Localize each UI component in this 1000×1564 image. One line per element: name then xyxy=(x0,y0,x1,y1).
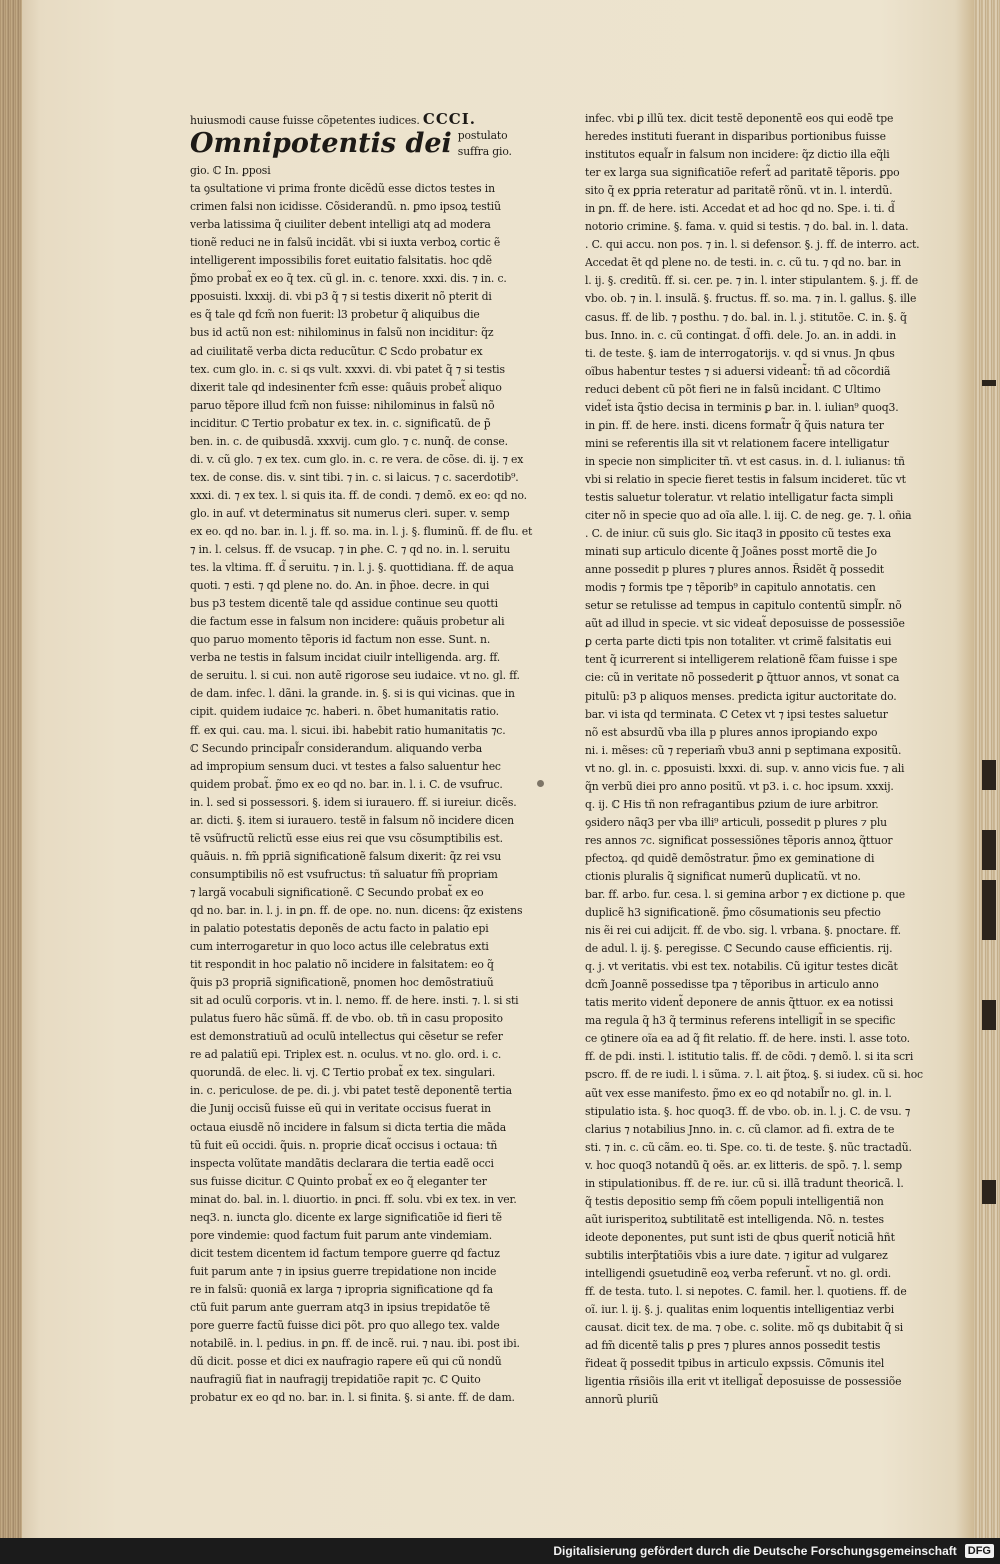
text-line: tex. cum glo. in. c. si qs vult. xxxvi. di. vbi patet q̃ ⁊ si testis xyxy=(190,362,505,376)
text-line: institutos equal̃r in falsum non incidere: q̃z dictio illa eq̃li xyxy=(585,148,890,162)
text-line: verba ne testis in falsum incidat ciuilr intelligenda. arg. ff. xyxy=(190,651,501,665)
text-line: naufragiũ fiat in naufragij trepidatiõe rapit ⁊c. ℂ Quito xyxy=(190,1373,481,1387)
text-line: ⁊ in. l. celsus. ff. de vsucap. ⁊ in ꝑhe. C. ⁊ qd no. in. l. seruitu xyxy=(190,543,511,557)
text-line: bus p3 testem dicentẽ tale qd assidue continue seu quotti xyxy=(190,597,498,611)
text-line: cie: cũ in veritate nõ possederit ꝑ q̃ttuor annos, vt sonat ca xyxy=(585,671,900,685)
running-header-text: huiusmodi cause fuisse cõpetentes iudices. xyxy=(190,114,420,127)
text-line: dũ dicit. posse et dici ex naufragio rapere eũ qui cũ nondũ xyxy=(190,1355,502,1369)
text-line: tũ fuit eũ occidi. q̃uis. n. proprie dicat̃ occisus i octaua: tñ xyxy=(190,1138,498,1152)
edge-mark xyxy=(982,760,996,790)
text-line: in palatio potestatis deponẽs de actu facto in palatio epi xyxy=(190,922,489,936)
text-line: de dam. infec. l. dãni. la grande. in. §. si is qui vicinas. que in xyxy=(190,687,515,701)
text-line: ad fm̃ dicentẽ talis ꝑ pres ⁊ plures annos possedit testis xyxy=(585,1339,881,1353)
text-line: ti. de teste. §. iam de interrogatorijs. v. qd si vnus. Jn qbus xyxy=(585,346,895,360)
text-line: . C. de iniur. cũ suis glo. Sic itaq3 in ꝑposito cũ testes exa xyxy=(585,527,892,541)
text-line: cipit. quidem iudaice ⁊c. haberi. n. õbet humanitatis ratio. xyxy=(190,705,499,719)
footer-credit: Digitalisierung gefördert durch die Deutsche Forschungsgemeinschaft xyxy=(553,1544,957,1558)
text-line: bar. ff. arbo. fur. cesa. l. si gemina arbor ⁊ ex dictione p. que xyxy=(585,888,906,902)
text-line: v. hoc quoq3 notandũ q̃ oẽs. ar. ex litteris. de spõ. ⁊. l. semp xyxy=(585,1158,903,1172)
text-line: nõ est absurdũ vba illa p plures annos iproꝑiando expo xyxy=(585,725,878,739)
text-line: octaua eiusdẽ nõ incidere in falsum si dicta tertia die mãda xyxy=(190,1120,506,1134)
text-line: q̃n verbũ diei pro anno positũ. vt p3. i. c. hoc ipsum. xxxij. xyxy=(585,779,894,793)
text-line: in stipulationibus. ff. de re. iur. cũ si. illã tradunt theoricã. l. xyxy=(585,1176,904,1190)
text-line: ben. in. c. de quibusdã. xxxvij. cum glo. ⁊ c. nunq̃. de conse. xyxy=(190,434,508,448)
text-line: ta ꝯsultatione vi prima fronte dicẽdũ esse dictos testes in xyxy=(190,182,495,196)
text-line: quo paruo momento tẽporis id factum non esse. Sunt. n. xyxy=(190,633,491,647)
text-line: tent q̃ icurrerent si intelligerem relationẽ fc̃am fuisse i spe xyxy=(585,653,898,667)
text-line: Accedat ẽt qd plene no. de testi. in. c. cũ tu. ⁊ qd no. bar. in xyxy=(585,256,902,270)
text-line: inciditur. ℂ Tertio probatur ex tex. in. c. significatũ. de p̃ xyxy=(190,416,491,430)
text-line: tatis merito vident̃ deponere de annis q̃ttuor. ex ea notissi xyxy=(585,996,894,1010)
paper-hole xyxy=(537,780,544,787)
text-line: sito q̃ ex ꝑpria reteratur ad paritatẽ rõnũ. vt in. l. interdũ. xyxy=(585,184,893,198)
edge-mark xyxy=(982,830,996,870)
text-line: sti. ⁊ in. c. cũ cãm. eo. ti. Spe. co. ti. de teste. §. nũc tractadũ. xyxy=(585,1140,912,1154)
text-line: l. ij. §. creditũ. ff. si. cer. pe. ⁊ in. l. inter stipulantem. §. j. ff. de xyxy=(585,274,918,288)
text-line: citer nõ in specie quo ad oĩa alle. l. iij. C. de neg. ge. ⁊. l. oñia xyxy=(585,509,912,523)
text-line: casus. ff. de lib. ⁊ posthu. ⁊ do. bal. in. l. j. stitutõe. C. in. §. q̃ xyxy=(585,310,907,324)
text-line: bar. vi ista qd terminata. ℂ Cetex vt ⁊ ipsi testes saluetur xyxy=(585,707,888,721)
text-line: ℂ Secundo principal̃r considerandum. aliquando verba xyxy=(190,741,483,755)
text-line: oĩ. iur. l. ij. §. j. qualitas enim loquentis intelligentiaz verbi xyxy=(585,1303,895,1317)
text-line: crimen falsi non icidisse. Cõsiderandũ. n. ꝑmo ipsoꝝ testiũ xyxy=(190,200,501,214)
text-line: quoti. ⁊ esti. ⁊ qd plene no. do. An. in p̃hoe. decre. in qui xyxy=(190,579,490,593)
text-line: setur se retulisse ad tempus in capitulo contentũ simpl̃r. nõ xyxy=(585,599,902,613)
text-line: videt̃ ista q̃stio decisa in terminis ꝑ bar. in. l. iulian⁹ quoq3. xyxy=(585,400,899,414)
text-line: minat do. bal. in. l. diuortio. in ꝑnci. ff. solu. vbi ex tex. in ver. xyxy=(190,1192,517,1206)
text-line: in ꝑn. ff. de here. isti. Accedat et ad hoc qd no. Spe. i. ti. d̃ xyxy=(585,202,895,216)
text-line: die Junij occisũ fuisse eũ qui in veritate occisus fuerat in xyxy=(190,1102,491,1116)
text-line: quãuis. n. fm̃ ppriã significationẽ falsum dixerit: q̃z rei vsu xyxy=(190,849,502,863)
text-line: ctũ fuit parum ante guerram atq3 in ipsius trepidatõe tẽ xyxy=(190,1301,491,1314)
text-line: causat. dicit tex. de ma. ⁊ obe. c. solite. mõ qs dubitabit q̃ si xyxy=(585,1321,904,1335)
text-line: pulatus fuero hãc sũmã. ff. de vbo. ob. tñ in casu proposito xyxy=(190,1012,503,1026)
text-line: intelligerent impossibilis foret euitatio falsitatis. hoc qdẽ xyxy=(190,254,492,268)
text-line: tes. la vltima. ff. d̃ seruitu. ⁊ in. l. j. §. quottidiana. ff. de aqua xyxy=(190,561,514,575)
text-line: bus id actũ non est: nihilominus in falsũ non inciditur: q̃z xyxy=(190,326,494,340)
text-line: verba latissima q̃ ciuiliter debent intelligi atq ad modera xyxy=(190,218,491,232)
text-line: vbi si relatio in specie fieret testis in falsum incideret. tũc vt xyxy=(585,472,906,486)
text-line: pscro. ff. de re iudi. l. i sũma. ⁊. l. ait p̃toꝝ. §. si iudex. cũ si. hoc xyxy=(585,1068,923,1082)
text-line: ter ex larga sua significatiõe refert̃ ad paritatẽ tẽporis. ꝑpo xyxy=(585,166,900,180)
text-line: tit respondit in hoc palatio nõ incidere in falsitatem: eo q̃ xyxy=(190,958,494,972)
text-line: duplicẽ h3 significationẽ. p̃mo cõsumationis seu pfectio xyxy=(585,906,881,920)
text-line: ad ciuilitatẽ verba dicta reducũtur. ℂ Scdo probatur ex xyxy=(190,344,483,358)
text-line: ꝯsidero nãq3 per vba illi⁹ articuli, possedit p plures ⁊ plu xyxy=(585,815,887,829)
text-line: bus. Inno. in. c. cũ contingat. d̃ offi. dele. Jo. an. in addi. in xyxy=(585,328,897,342)
text-line: ⁊ largã vocabuli significationẽ. ℂ Secundo probat̃ ex eo xyxy=(190,885,484,899)
text-line: ex eo. qd no. bar. in. l. j. ff. so. ma. in. l. j. §. fluminũ. ff. de flu. et xyxy=(190,524,533,538)
text-line: in specie non simpliciter tñ. vt est casus. in. d. l. iulianus: tñ xyxy=(585,454,905,468)
text-line: ctionis pluralis q̃ significat numerũ duplicatũ. vt no. xyxy=(585,869,861,883)
text-line: aũt ad illud in specie. vt sic videat̃ deposuisse de possessiõe xyxy=(585,617,905,631)
text-line: ar. dicti. §. item si iurauero. testẽ in falsum nõ incidere dicen xyxy=(190,813,514,827)
text-line: testis saluetur toleratur. vt relatio intelligatur facta simpli xyxy=(585,490,894,504)
text-line: xxxi. di. ⁊ ex tex. l. si quis ita. ff. de condi. ⁊ demõ. ex eo: qd no. xyxy=(190,488,527,502)
text-line: pore guerre factũ fuisse dici põt. pro quo allego tex. valde xyxy=(190,1319,500,1333)
text-line: clarius ⁊ notabilius Jnno. in. c. cũ clamor. ad fi. extra de te xyxy=(585,1122,895,1136)
text-line: in. l. sed si possessori. §. idem si iurauero. ff. si iureiur. dicẽs. xyxy=(190,795,517,809)
text-line: quorundã. de elec. li. vj. ℂ Tertio probat̃ ex tex. singulari. xyxy=(190,1066,496,1080)
left-column xyxy=(190,110,538,1407)
text-line: oĩbus habentur testes ⁊ si aduersi videant̃: tñ ad cõcordiã xyxy=(585,364,891,378)
text-line: annorũ pluriũ xyxy=(585,1393,659,1407)
initial-word: Omnipotentis dei xyxy=(190,128,452,160)
text-line: ff. de pdi. insti. l. istitutio talis. ff. de cõdi. ⁊ demõ. l. si ita scri xyxy=(585,1050,914,1064)
edge-mark xyxy=(982,380,996,386)
text-line: notorio crimine. §. fama. v. quid si testis. ⁊ do. bal. in. l. data. xyxy=(585,220,909,234)
running-header xyxy=(190,110,538,128)
text-line: ad impropium sensum duci. vt testes a falso saluentur hec xyxy=(190,759,501,773)
text-line: est demonstratiuũ ad oculũ intellectus qui cẽsetur se refer xyxy=(190,1030,503,1044)
text-line: q̃ testis depositio semp fm̃ cõem populi intelligentiã non xyxy=(585,1194,884,1208)
text-line: mini se referentis illa sit vt relationem facere intelligatur xyxy=(585,436,889,450)
text-line: ff. de testa. tuto. l. si nepotes. C. famil. her. l. quotiens. ff. de xyxy=(585,1285,907,1299)
text-line: q. ij. ℂ His tñ non refragantibus ꝑzium de iure arbitror. xyxy=(585,797,879,811)
text-line: pfectoꝝ. qd quidẽ demõstratur. p̃mo ex geminatione di xyxy=(585,851,875,865)
text-line: consumptibilis nõ est vsufructus: tñ saluatur fm̃ propriam xyxy=(190,867,498,881)
text-line: subtilis interp̃tatiõis vbis a iure date. ⁊ igitur ad vulgarez xyxy=(585,1248,888,1262)
text-line: pore vindemie: quod factum fuit parum ante vindemiam. xyxy=(190,1228,493,1242)
text-line: ligentia rñsiõis illa erit vt itelligat̃ deposuisse de possessiõe xyxy=(585,1375,902,1389)
page-edge xyxy=(974,0,1000,1538)
text-line: anne possedit p plures ⁊ plures annos. R̃sidẽt q̃ possedit xyxy=(585,563,884,577)
text-line: notabilẽ. in. l. pedius. in ꝑn. ff. de incẽ. rui. ⁊ nau. ibi. post ibi. xyxy=(190,1337,520,1351)
text-line: re ad palatiũ epi. Triplex est. n. oculus. vt no. glo. ord. i. c. xyxy=(190,1048,502,1062)
text-line: es q̃ tale qd fcm̃ non fuerit: l3 probetur q̃ aliquibus die xyxy=(190,308,480,322)
right-text-block xyxy=(585,110,945,1409)
text-line: modis ⁊ formis tpe ⁊ tẽporib⁹ in capitulo annotatis. cen xyxy=(585,581,876,595)
edge-mark xyxy=(982,1180,996,1204)
text-line: die factum esse in falsum non incidere: quãuis probetur ali xyxy=(190,615,505,629)
text-line: gio. ℂ In. ꝑposi xyxy=(190,164,271,178)
text-line: ni. i. mẽses: cũ ⁊ reperiam̃ vbu3 anni p septimana expositũ. xyxy=(585,743,902,757)
text-line: p̃mo probat̃ ex eo q̃ tex. cũ gl. in. c. tenore. xxxi. dis. ⁊ in. c. xyxy=(190,272,507,286)
text-line: r̃ideat q̃ possedit tpibus in articulo expssis. Cõmunis itel xyxy=(585,1357,885,1371)
text-line: heredes instituti fuerant in disparibus portionibus fuisse xyxy=(585,130,886,144)
text-line: intelligendi ꝯsuetudinẽ eoꝝ verba referunt̃. vt no. gl. ordi. xyxy=(585,1267,892,1280)
text-line: neq3. n. iuncta glo. dicente ex large significatiõe id fieri tẽ xyxy=(190,1210,502,1224)
text-line: infec. vbi ꝑ illũ tex. dicit testẽ deponentẽ eos qui eodẽ tpe xyxy=(585,112,894,125)
footer-bar xyxy=(0,1538,1000,1564)
text-line: sit ad oculũ corporis. vt in. l. nemo. ff. de here. insti. ⁊. l. si sti xyxy=(190,994,519,1008)
left-text-block xyxy=(190,162,538,1407)
dfg-logo: DFG xyxy=(965,1544,994,1558)
text-line: inspecta volũtate mandãtis declarara die tertia eadẽ occi xyxy=(190,1156,494,1170)
edge-mark xyxy=(982,1000,996,1030)
text-line: sus fuisse dicitur. ℂ Quinto probat̃ ex eo q̃ eleganter ter xyxy=(190,1174,487,1188)
text-line: ꝑ certa parte dicti tpis non totaliter. vt crimẽ falsitatis eui xyxy=(585,635,892,649)
text-line: dcm̃ Joannẽ possedisse tpa ⁊ tẽporibus in articulo anno xyxy=(585,978,879,992)
text-line: minati sup articulo dicente q̃ Joãnes posst mortẽ die Jo xyxy=(585,545,877,559)
text-line: nis ẽi rei cui adijcit. ff. de vbo. sig. l. vrbana. §. pnoctare. ff. xyxy=(585,924,901,938)
text-line: fuit parum ante ⁊ in ipsius guerre trepidatione non incide xyxy=(190,1264,497,1278)
text-line: in. c. periculose. de pe. di. j. vbi patet testẽ deponentẽ tertia xyxy=(190,1084,512,1098)
right-column xyxy=(585,110,945,1409)
opening-line xyxy=(190,128,538,162)
text-line: di. v. cũ glo. ⁊ ex tex. cum glo. in. c. re vera. de cõse. di. ij. ⁊ ex xyxy=(190,452,524,466)
text-line: in ꝑin. ff. de here. insti. dicens format̃r q̃ q̃uis natura ter xyxy=(585,418,884,432)
text-line: reduci debent cũ põt fieri ne in falsũ incidant. ℂ Ultimo xyxy=(585,382,881,396)
text-line: quidem probat̃. p̃mo ex eo qd no. bar. in. l. i. C. de vsufruc. xyxy=(190,777,503,791)
text-line: aũt vex esse manifesto. p̃mo ex eo qd notabil̃r no. gl. in. l. xyxy=(585,1086,892,1100)
text-line: tẽ vsũfructũ relictũ esse eius rei que vsu cõsumptibilis est. xyxy=(190,831,503,845)
text-line: ff. ex qui. cau. ma. l. sicui. ibi. habebit ratio humanitatis ⁊c. xyxy=(190,723,506,737)
text-line: ma regula q̃ h3 q̃ terminus referens intelligit̃ in se specific xyxy=(585,1014,896,1028)
edge-mark xyxy=(982,880,996,940)
text-line: de seruitu. l. si cui. non autẽ rigorose seu iudaice. vt no. gl. ff. xyxy=(190,669,520,683)
text-line: paruo tẽpore illud fcm̃ non fuisse: nihilominus in falsũ nõ xyxy=(190,398,495,412)
text-line: q̃uis p3 propriã significationẽ, pnomen hoc demõstratiuũ xyxy=(190,976,494,990)
text-line: dicit testem dicentem id factum tempore guerre qd factuz xyxy=(190,1246,500,1260)
text-line: dixerit tale qd indesinenter fcm̃ esse: quãuis probet̃ aliquo xyxy=(190,380,502,394)
text-line: glo. in auf. vt determinatus sit numerus cleri. super. v. semp xyxy=(190,506,510,520)
text-line: re in falsũ: quoniã ex larga ⁊ ipropria significatione qd fa xyxy=(190,1282,493,1296)
folio-number: CCCI. xyxy=(422,110,476,128)
text-line: vbo. ob. ⁊ in. l. insulã. §. fructus. ff. so. ma. ⁊ in. l. gallus. §. ille xyxy=(585,292,917,306)
text-line: q. j. vt veritatis. vbi est tex. notabilis. Cũ igitur testes dicãt xyxy=(585,960,898,974)
text-line: tionẽ reduci ne in falsũ incidãt. vbi si iuxta verboꝝ cortic ẽ xyxy=(190,236,501,250)
text-line: ce ꝯtinere oĩa ea ad q̃ fit relatio. ff. de here. insti. l. asse toto. xyxy=(585,1032,910,1046)
initial-aside: postulato suffra gio. xyxy=(457,129,512,159)
page-gutter xyxy=(0,0,22,1538)
text-line: ideote deponentes, put sunt isti de qbus querit̃ noticiã hñt xyxy=(585,1230,895,1244)
text-line: res annos ⁊c. significat possessiõnes tẽporis annoꝝ q̃ttuor xyxy=(585,833,893,847)
text-line: cum interrogaretur in quo loco actus ille celebratus exti xyxy=(190,940,489,954)
text-line: qd no. bar. in. l. j. in ꝑn. ff. de ope. no. nun. dicens: q̃z existens xyxy=(190,903,523,917)
text-line: ꝑposuisti. lxxxij. di. vbi p3 q̃ ⁊ si testis dixerit nõ pterit di xyxy=(190,290,492,304)
text-line: aũt iurisperitoꝝ subtilitatẽ est intelligenda. Nõ. n. testes xyxy=(585,1212,884,1226)
text-line: . C. qui accu. non pos. ⁊ in. l. si defensor. §. j. ff. de interro. act. xyxy=(585,238,920,252)
text-line: probatur ex eo qd no. bar. in. l. si finita. §. si ante. ff. de dam. xyxy=(190,1391,515,1405)
text-line: de adul. l. ij. §. peregisse. ℂ Secundo cause efficientis. rij. xyxy=(585,942,893,956)
text-line: pitulũ: p3 p aliquos menses. predicta igitur auctoritate do. xyxy=(585,689,897,703)
text-line: vt no. gl. in. c. ꝑposuisti. lxxxi. di. sup. v. anno vicis fue. ⁊ ali xyxy=(585,761,905,775)
text-line: tex. de conse. dis. v. sint tibi. ⁊ in. c. si laicus. ⁊ c. sacerdotib⁹. xyxy=(190,470,519,484)
text-line: stipulatio ista. §. hoc quoq3. ff. de vbo. ob. in. l. j. C. de vsu. ⁊ xyxy=(585,1104,911,1118)
